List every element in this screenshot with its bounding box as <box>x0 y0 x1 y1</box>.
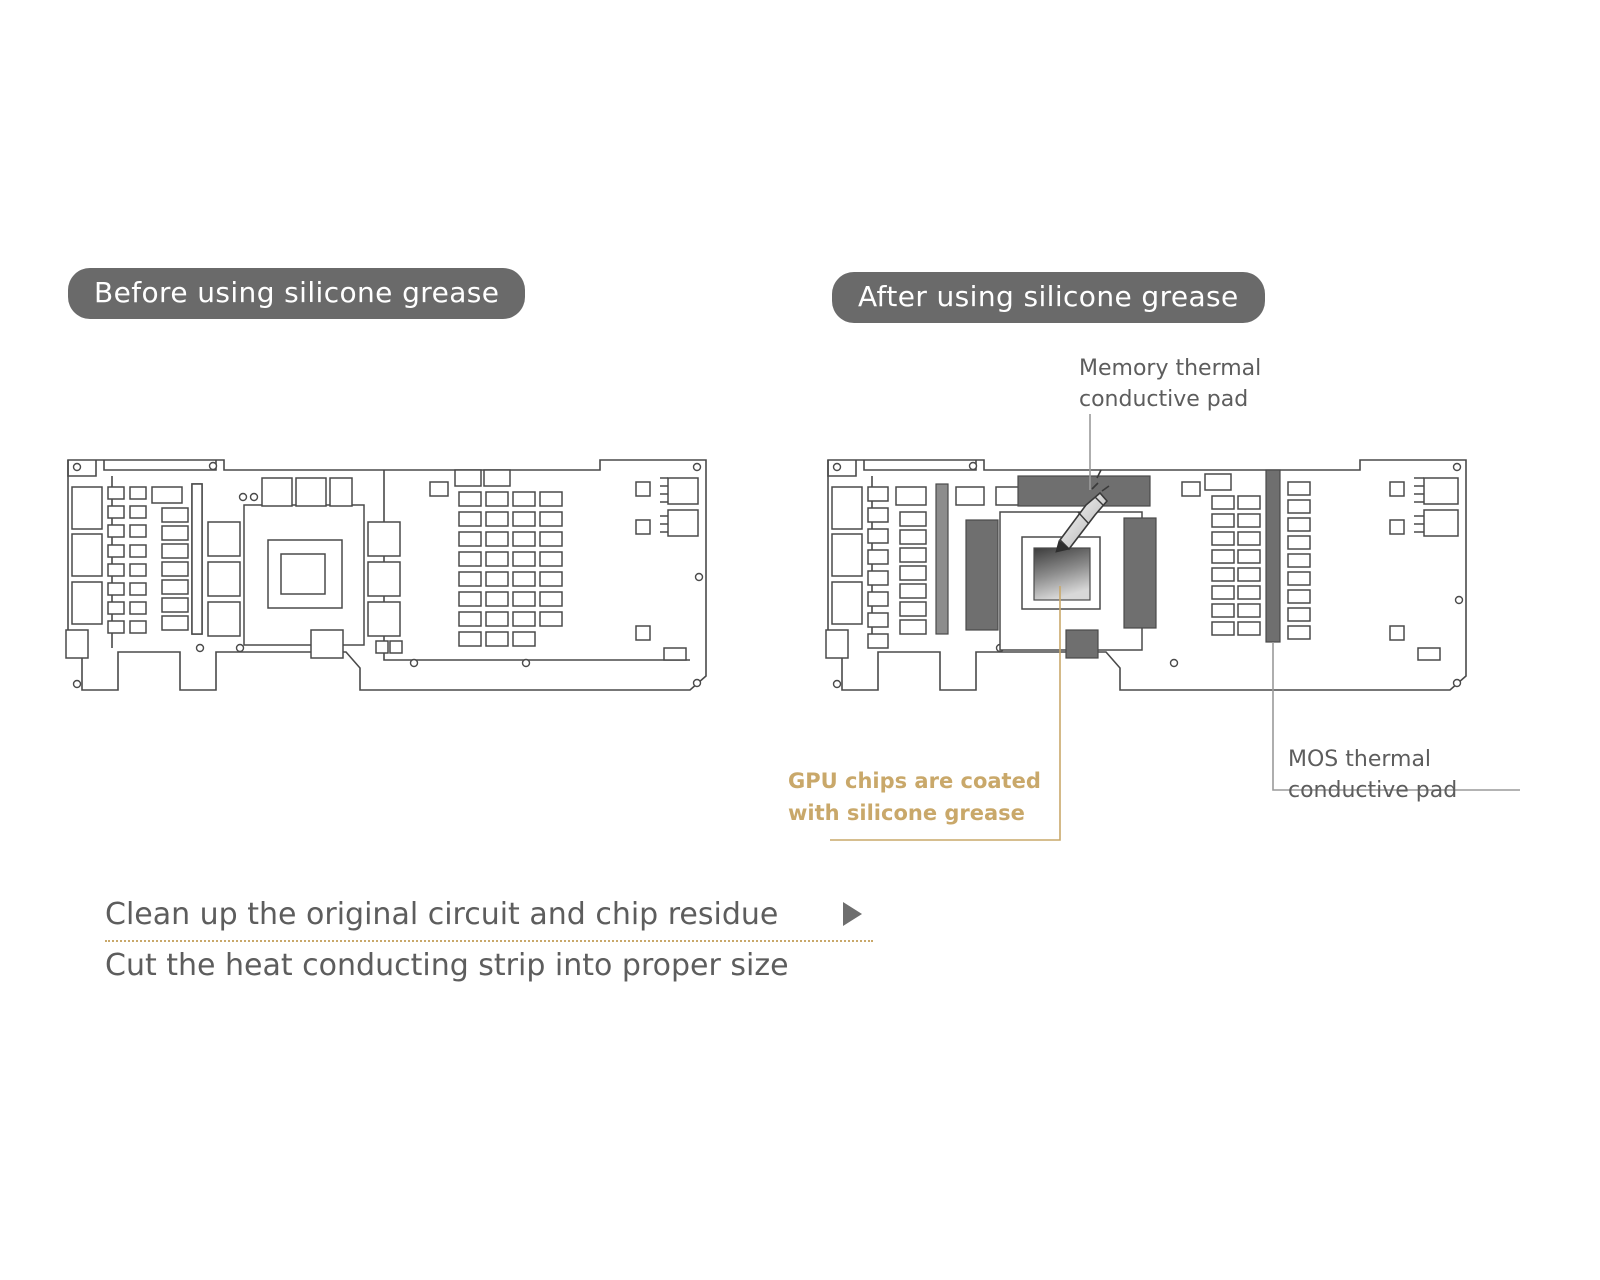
callout-memory-line-2: conductive pad <box>1079 387 1249 413</box>
callout-mos-thermal-pad <box>1288 744 1457 806</box>
divider <box>105 940 873 942</box>
pcb-illustration-after <box>760 0 1600 860</box>
play-arrow-icon <box>843 902 862 926</box>
callout-mos-line-1: MOS thermal <box>1288 747 1432 772</box>
pcb-illustration-before <box>0 0 800 760</box>
badge-after: After using silicone grease <box>832 272 1265 323</box>
callout-gpu-line-2: with silicone grease <box>788 800 1025 825</box>
gpu-die-with-grease <box>1034 548 1090 600</box>
callout-gpu-line-1: GPU chips are coated <box>788 769 1041 793</box>
callout-gpu-grease <box>788 766 1041 829</box>
instruction-step-1: Clean up the original circuit and chip residue <box>105 897 779 932</box>
memory-thermal-pad <box>1018 476 1150 506</box>
instruction-step-2: Cut the heat conducting strip into proper size <box>105 948 789 983</box>
mos-thermal-pad <box>1266 470 1280 642</box>
callout-mos-line-2: conductive pad <box>1288 778 1458 804</box>
callout-memory-line-1: Memory thermal <box>1079 356 1262 381</box>
callout-memory-thermal-pad <box>1079 353 1261 415</box>
badge-before: Before using silicone grease <box>68 268 525 319</box>
